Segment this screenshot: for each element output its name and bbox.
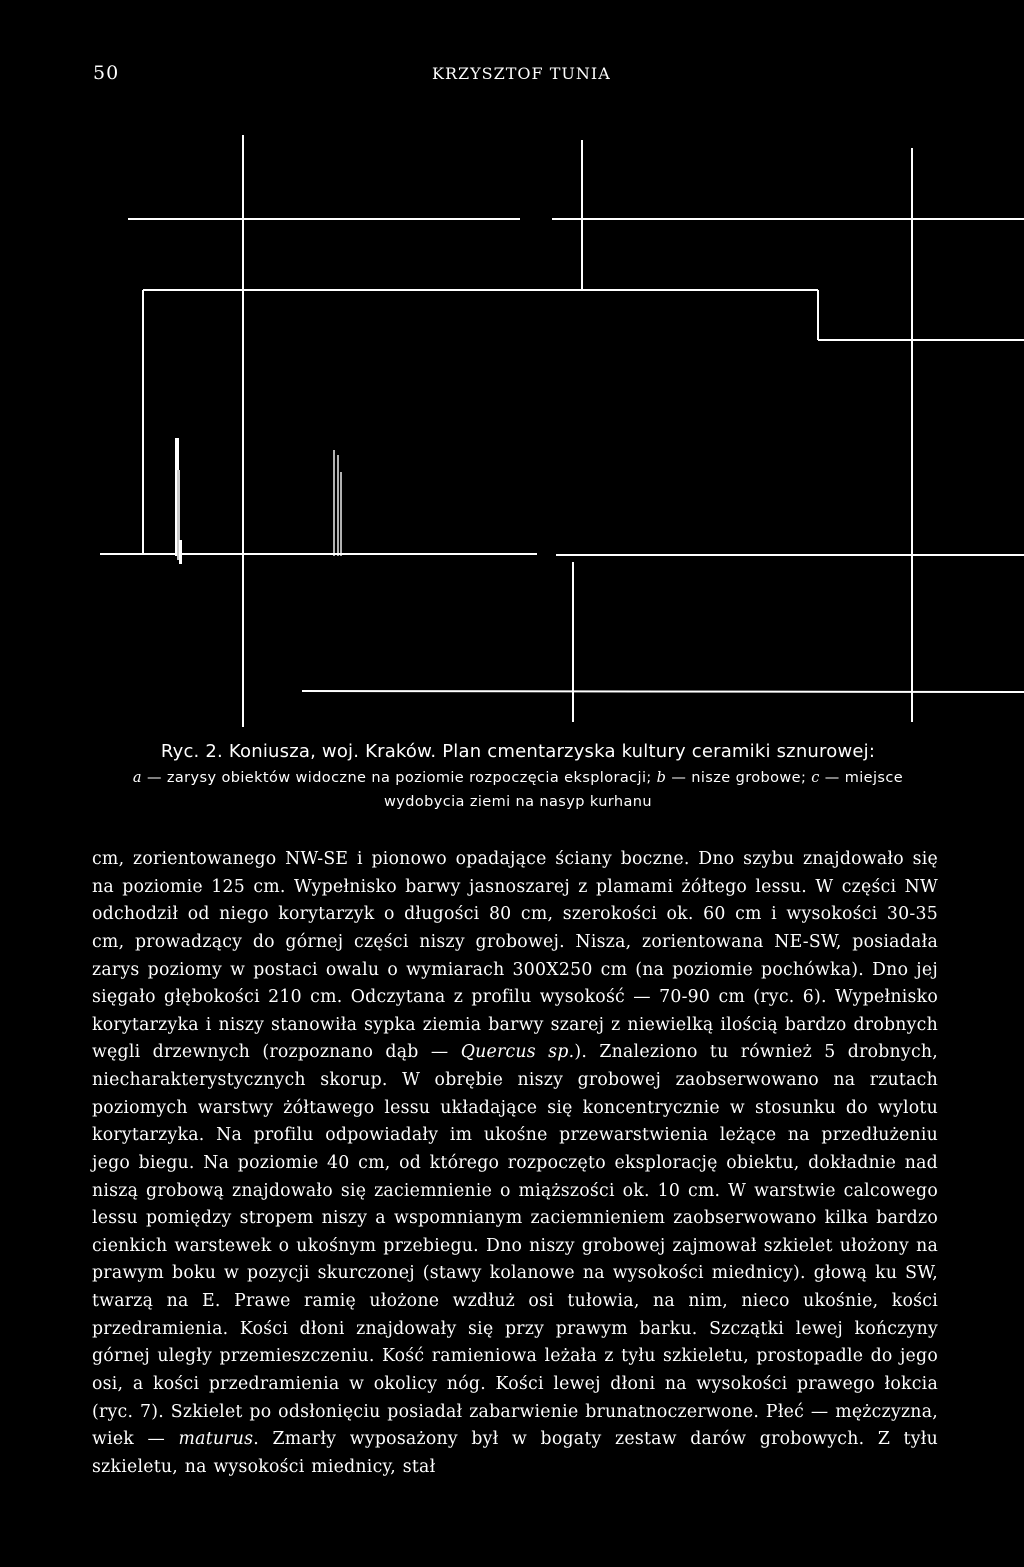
body-part-2: ). Znaleziono tu również 5 drobnych, niecharakterystycznych skorup. W obrębie niszy grobowej zaobserwowano na rzutach poziomych warstwy żółtawego lessu układające się koncentrycznie w stosunku do wylotu korytarzyka. Na profilu odpowiadały im ukośne przewarstwienia leżące na przedłużeniu jego biegu. Na poziomie 40 cm, od którego rozpoczęto eksplorację obiektu, dokładnie nad niszą grobową znajdowało się zaciemnienie o miąższości ok. 10 cm. W warstwie calcowego lessu pomiędzy stropem niszy a wspomnianym zaciemnieniem zaobserwowano kilka bardzo cienkich warstewek o ukośnym przebiegu. Dno niszy grobowej zajmował szkielet ułożony na prawym boku w pozycji skurczonej (stawy kolanowe na wysokości miednicy). głową ku SW, twarzą na E. Prawe ramię ułożone wzdłuż osi tułowia, na nim, nieco ukośnie, kości przedramienia. Kości dłoni znajdowały się przy prawym barku. Szczątki lewej kończyny górnej uległy przemieszczeniu. Kość ramieniowa leżała z tyłu szkieletu, prostopadle do jego osi, a kości przedramienia w okolicy nóg. Kości lewej dłoni na wysokości prawego łokcia (ryc. 7). Szkielet po odsłonięciu posiadał zabarwienie brunatnoczerwone. Płeć — mężczyzna, wiek — — [92, 1042, 938, 1450]
body-text — [92, 846, 938, 1481]
earth-extraction-c — [334, 450, 341, 556]
legend-text-b: — nisze grobowe; — [666, 770, 812, 786]
legend-label-a: a — [132, 770, 142, 786]
body-part-1: cm, zorientowanego NW-SE i pionowo opadające ściany boczne. Dno szybu znajdowało się na poziomie 125 cm. Wypełnisko barwy jasnoszarej z plamami żółtego lessu. W części NW odchodził od niego korytarzyk o długości 80 cm, szerokości ok. 60 cm i wysokości 30-35 cm, prowadzący do górnej części niszy grobowej. Nisza, zorientowana NE-SW, posiadała zarys poziomy w postaci owalu o wymiarach 300X250 cm (na poziomie pochówka). Dno jej sięgało głębokości 210 cm. Odczytana z profilu wysokość — 70-90 cm (ryc. 6). Wypełnisko korytarzyka i niszy stanowiła sypka ziemia barwy szarej z niewielką ilością bardzo drobnych węgli drzewnych (rozpoznano dąb — — [92, 849, 938, 1063]
legend-text-a: — zarysy obiektów widoczne na poziomie rozpoczęcia eksploracji; — [141, 770, 657, 786]
page-number: 50 — [93, 62, 120, 84]
running-head: KRZYSZTOF TUNIA — [432, 64, 611, 83]
body-part-3: . Zmarły wyposażony był w bogaty zestaw darów grobowych. Z tyłu szkieletu, na wysokości miednicy, stał — [92, 1429, 938, 1477]
caption-title: Ryc. 2. Koniusza, woj. Kraków. Plan cmentarzyska kultury ceramiki sznurowej: — [160, 741, 876, 762]
legend-label-c: c — [811, 770, 820, 786]
body-italic-1: Quercus sp. — [460, 1042, 575, 1063]
page-header — [0, 62, 1024, 92]
legend-text-c: — miejsce wydobycia ziemi na nasyp kurhanu — [384, 770, 904, 810]
plan-line — [302, 691, 1024, 692]
body-italic-2: maturus — [178, 1429, 254, 1450]
caption-legend — [92, 766, 944, 814]
legend-label-b: b — [656, 770, 667, 786]
site-plan-figure — [0, 130, 1024, 730]
grave-niche-b — [175, 438, 182, 564]
body-paragraph — [92, 846, 938, 1481]
figure-caption — [92, 738, 944, 814]
